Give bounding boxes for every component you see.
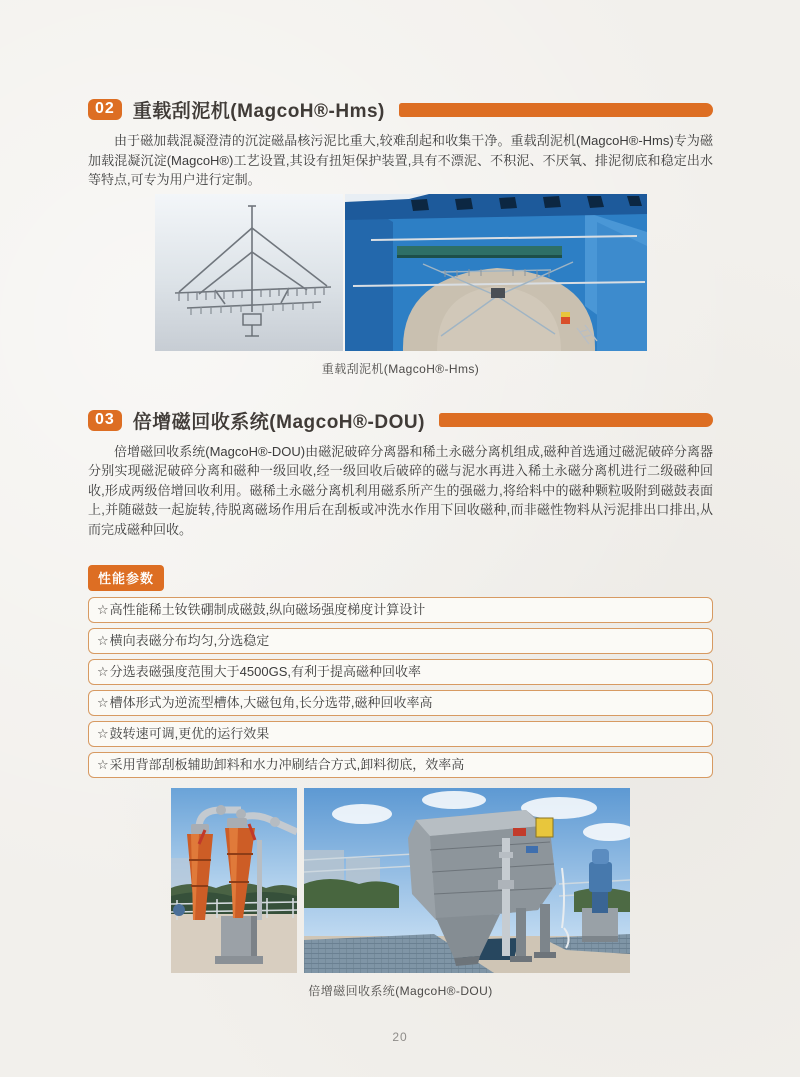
section-02-paragraph: 由于磁加载混凝澄清的沉淀磁晶核污泥比重大,较难刮起和收集干净。重载刮泥机(MagcoH®-Hms)专为磁加载混凝沉淀(MagcoH®)工艺设置,其设有扭矩保护装置,具有不漂泥、不积泥、不厌氧、排泥彻底和稳定出水等特点,可专为用户进行定制。 bbox=[88, 133, 713, 187]
performance-params-badge: 性能参数 bbox=[88, 565, 164, 591]
star-icon: ☆ bbox=[97, 602, 109, 617]
list-item-text: 采用背部刮板辅助卸料和水力冲刷结合方式,卸料彻底，效率高 bbox=[109, 757, 465, 772]
list-item bbox=[88, 721, 713, 747]
header-accent-bar bbox=[439, 413, 713, 427]
list-item bbox=[88, 690, 713, 716]
section-03-caption: 倍增磁回收系统(MagcoH®-DOU) bbox=[308, 984, 493, 998]
list-item-text: 分选表磁强度范围大于4500GS,有利于提高磁种回收率 bbox=[109, 664, 421, 679]
header-accent-bar bbox=[399, 103, 713, 117]
list-item-text: 槽体形式为逆流型槽体,大磁包角,长分选带,磁种回收率高 bbox=[109, 695, 433, 710]
list-item bbox=[88, 628, 713, 654]
section-02-figures bbox=[88, 194, 713, 351]
star-icon: ☆ bbox=[97, 633, 109, 648]
section-02-header bbox=[88, 97, 713, 122]
section-02-caption: 重载刮泥机(MagcoH®-Hms) bbox=[321, 361, 480, 376]
section-title: 倍增磁回收系统(MagcoH®-DOU) bbox=[132, 411, 425, 433]
list-item bbox=[88, 659, 713, 685]
star-icon: ☆ bbox=[97, 726, 109, 741]
section-03-header bbox=[88, 408, 713, 433]
blue-tank-photo bbox=[345, 194, 647, 351]
list-item bbox=[88, 752, 713, 778]
list-item-text: 高性能稀土钕铁硼制成磁鼓,纵向磁场强度梯度计算设计 bbox=[109, 602, 426, 617]
star-icon: ☆ bbox=[97, 695, 109, 710]
page-number: 20 bbox=[392, 1030, 408, 1044]
section-03-figures bbox=[88, 788, 713, 973]
list-item bbox=[88, 597, 713, 623]
list-item-text: 鼓转速可调,更优的运行效果 bbox=[109, 726, 270, 741]
list-item-text: 横向表磁分布均匀,分选稳定 bbox=[109, 633, 270, 648]
star-icon: ☆ bbox=[97, 664, 109, 679]
scraper-3d-render-image bbox=[155, 194, 343, 351]
section-title: 重载刮泥机(MagcoH®-Hms) bbox=[132, 101, 385, 122]
section-number-badge: 02 bbox=[88, 99, 122, 120]
performance-params-list bbox=[88, 597, 713, 778]
section-03-paragraph: 倍增磁回收系统(MagcoH®-DOU)由磁泥破碎分离器和稀土永磁分离机组成,磁种首选通过磁泥破碎分离器分别实现磁泥破碎分离和磁种一级回收,经一级回收后破碎的磁与泥水再进入稀土永磁分离机进行二级磁种回收,形成两级倍增回收利用。磁稀土永磁分离机利用磁系所产生的强磁力,将给料中的磁种颗粒吸附到磁鼓表面上,并随磁鼓一起旋转,待脱离磁场作用后在刮板或冲洗水作用下回收磁种,而非磁性物料从污泥排出口排出,从而完成磁种回收。 bbox=[88, 443, 713, 537]
magnetic-drum-separator-photo bbox=[304, 788, 630, 973]
section-number-badge: 03 bbox=[88, 410, 122, 431]
section-magnetic-recovery-system bbox=[88, 408, 713, 1000]
section-heavy-duty-scraper bbox=[88, 97, 713, 377]
star-icon: ☆ bbox=[97, 757, 109, 772]
cyclone-separators-photo bbox=[171, 788, 297, 973]
